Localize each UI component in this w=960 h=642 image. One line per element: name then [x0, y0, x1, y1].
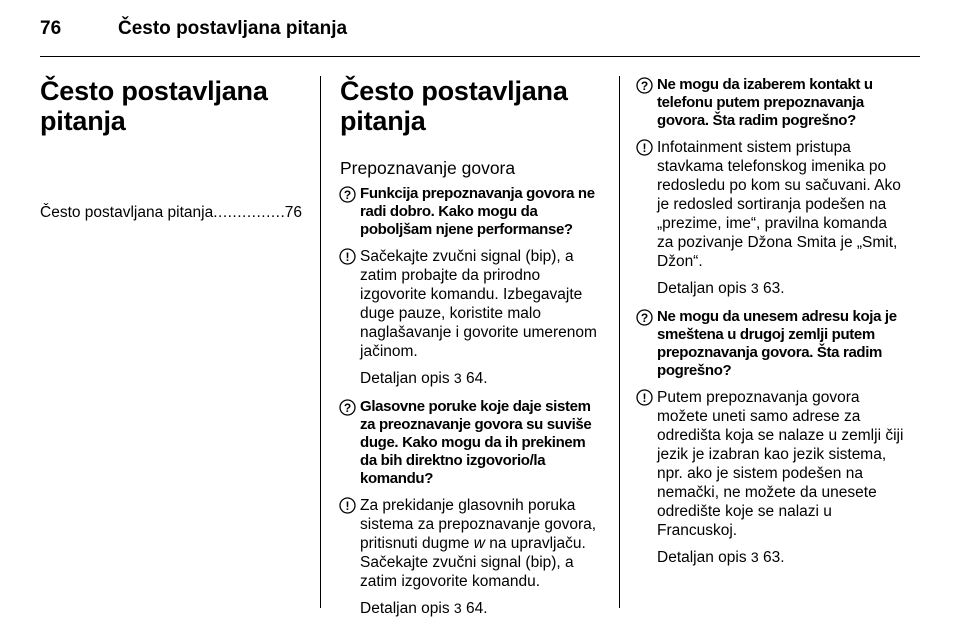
svg-text:?: ? [343, 188, 352, 202]
detail-label: Detaljan opis [657, 549, 747, 566]
running-title: Često postavljana pitanja [118, 18, 348, 39]
page-ref-arrow-icon: 3 [750, 280, 759, 296]
header-rule [40, 56, 920, 57]
question-circle-icon [339, 186, 356, 203]
svg-text:!: ! [642, 141, 647, 155]
answer-text-before: Za prekidanje glasovnih poruka sistema za prepoznavanje govora, pritisnuti dugme [360, 497, 597, 552]
detail-page: 64. [466, 600, 488, 617]
detail-page: 63. [763, 280, 785, 297]
answer [340, 247, 604, 361]
question-text: Funkcija prepoznavanja govora ne radi dobro. Kako mogu da poboljšam njene performanse? [360, 185, 595, 238]
question-text: Ne mogu da izaberem kontakt u telefonu putem prepoznavanja govora. Šta radim pogrešno? [657, 76, 873, 129]
answer [340, 496, 604, 591]
question-circle-icon [636, 309, 653, 326]
contents-column [40, 76, 302, 222]
page-ref-arrow-icon: 3 [750, 549, 759, 565]
detail-label: Detaljan opis [657, 280, 747, 297]
faq-column-1 [340, 76, 604, 628]
exclamation-circle-icon [339, 497, 356, 514]
answer [637, 388, 905, 540]
toc-leader-dots [213, 204, 285, 222]
detail-reference[interactable] [340, 369, 604, 388]
answer-text: Sačekajte zvučni signal (bip), a zatim probajte da prirodno izgovorite komandu. Izbegavajte duge pauze, koristite malo naglašavanje i govorite umerenom jačinom. [360, 248, 597, 360]
question [340, 185, 604, 239]
page-ref-arrow-icon: 3 [453, 370, 462, 386]
svg-text:!: ! [345, 499, 350, 513]
question [637, 76, 905, 130]
exclamation-circle-icon [339, 248, 356, 265]
column-divider-2 [619, 76, 620, 608]
toc-label: Često postavljana pitanja [40, 204, 214, 221]
question-circle-icon [636, 77, 653, 94]
svg-text:?: ? [640, 79, 649, 93]
toc-page: 76 [284, 204, 302, 221]
answer-text: Infotainment sistem pristupa stavkama telefonskog imenika po redosledu po kom su sačuvani. Ako je redosled sortiranja podešen na „prezime, ime“, pravilna komanda za pozivanje Džona Smita je „Smit, Džon“. [657, 139, 901, 270]
question-circle-icon [339, 399, 356, 416]
answer-text: Putem prepoznavanja govora možete uneti samo adrese za odredišta koja se nalaze u zemlji čiji jezik je izabran kao jezik sistema, npr. ako je sistem podešen na nemački, ne možete da unesete odredište koje se nalazi u Francuskoj. [657, 389, 904, 539]
svg-text:?: ? [343, 401, 352, 415]
detail-label: Detaljan opis [360, 600, 450, 617]
detail-label: Detaljan opis [360, 370, 450, 387]
svg-text:?: ? [640, 311, 649, 325]
voice-button-icon: w [473, 535, 485, 552]
question [340, 398, 604, 488]
detail-reference[interactable] [637, 548, 905, 567]
section-heading: Često postavljana pitanja [340, 76, 568, 136]
detail-reference[interactable] [340, 599, 604, 618]
toc-entry[interactable] [40, 204, 302, 222]
exclamation-circle-icon [636, 139, 653, 156]
faq-column-2 [637, 76, 905, 577]
detail-page: 64. [466, 370, 488, 387]
detail-reference[interactable] [637, 279, 905, 298]
chapter-heading: Često postavljana pitanja [40, 76, 268, 136]
answer-text [360, 496, 604, 591]
exclamation-circle-icon [636, 389, 653, 406]
detail-page: 63. [763, 549, 785, 566]
svg-text:!: ! [642, 391, 647, 405]
subsection-heading: Prepoznavanje govora [340, 158, 516, 178]
page-ref-arrow-icon: 3 [453, 600, 462, 616]
question-text: Ne mogu da unesem adresu koja je smeštena u drugoj zemlji putem prepoznavanja govora. Šta radim pogrešno? [657, 308, 897, 379]
page-number: 76 [40, 18, 62, 39]
question-text: Glasovne poruke koje daje sistem za preoznavanje govora su suviše duge. Kako mogu da ih prekinem da bih direktno izgovorio/la komandu? [360, 398, 592, 487]
question [637, 308, 905, 380]
column-divider-1 [320, 76, 321, 608]
svg-text:!: ! [345, 250, 350, 264]
answer [637, 138, 905, 271]
answer-text-after: na upravljaču. Sačekajte zvučni signal (bip), a zatim izgovorite komandu. [360, 535, 586, 590]
